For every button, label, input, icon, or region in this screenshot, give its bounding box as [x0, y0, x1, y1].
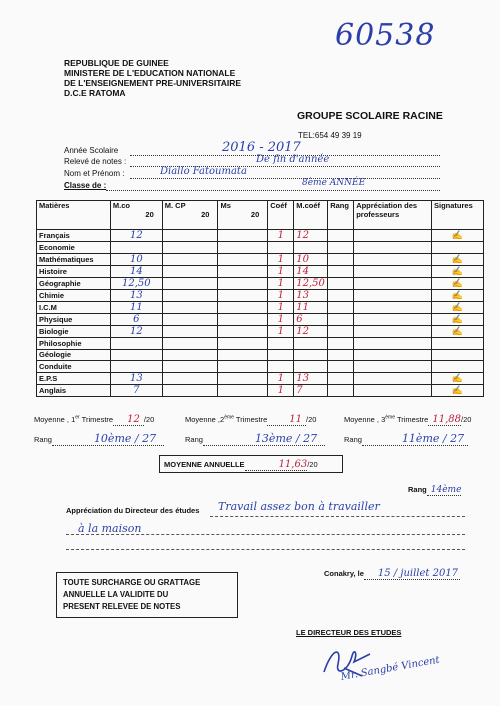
- appreciation-line-1: [210, 516, 465, 517]
- trimester-2-label: Moyenne ,2: [185, 415, 225, 424]
- subject-cell: Physique: [37, 313, 111, 325]
- appreciation-cell: [354, 313, 432, 325]
- rang-cell: [328, 385, 354, 397]
- mco-cell: 13: [110, 373, 162, 385]
- rang-cell: [328, 230, 354, 242]
- rang-1-value: 10ème / 27: [52, 432, 164, 446]
- rang-3-label: Rang: [344, 435, 362, 444]
- coef-cell: 1: [268, 373, 294, 385]
- ministry-line-4: D.C.E RATOMA: [64, 88, 126, 98]
- table-row: [37, 313, 484, 325]
- name-label: Nom et Prénom :: [64, 169, 125, 178]
- table-row: [37, 361, 484, 373]
- school-name: GROUPE SCOLAIRE RACINE: [297, 110, 443, 122]
- mcp-cell: [162, 289, 218, 301]
- trimester-1-label-b: Trimestre: [79, 415, 114, 424]
- director-appreciation-label: Appréciation du Directeur des études: [66, 506, 200, 515]
- subject-cell: Biologie: [37, 325, 111, 337]
- mcoef-cell: 12: [294, 230, 328, 242]
- warning-line-2: ANNUELLE LA VALIDITE DU: [63, 590, 169, 599]
- signature-cell: ✍: [431, 230, 483, 242]
- header-appreciation: Appréciation des professeurs: [354, 201, 432, 230]
- mco-cell: 10: [110, 253, 162, 265]
- place-date-label: Conakry, le: [324, 569, 364, 578]
- ms-cell: [218, 253, 268, 265]
- appreciation-cell: [354, 289, 432, 301]
- trimester-1-denom: /20: [143, 415, 155, 424]
- place-date-value: 15 / juillet 2017: [364, 568, 460, 580]
- coef-cell: [268, 361, 294, 373]
- ministry-header: [64, 58, 241, 98]
- year-label: Année Scolaire: [64, 146, 119, 155]
- grades-body: [37, 230, 484, 397]
- mco-cell: 7: [110, 385, 162, 397]
- mcp-cell: [162, 361, 218, 373]
- appreciation-cell: [354, 265, 432, 277]
- header-coef: Coéf: [268, 201, 294, 230]
- signature-cell: ✍: [431, 325, 483, 337]
- signature-cell: ✍: [431, 313, 483, 325]
- header-rang: Rang: [328, 201, 354, 230]
- mco-cell: 12: [110, 325, 162, 337]
- rang-cell: [328, 337, 354, 349]
- signature-cell: ✍: [431, 301, 483, 313]
- subject-cell: Economie: [37, 242, 111, 254]
- mco-cell: [110, 337, 162, 349]
- rang-cell: [328, 289, 354, 301]
- ms-cell: [218, 325, 268, 337]
- ms-cell: [218, 277, 268, 289]
- appreciation-line-3: [66, 549, 465, 550]
- mco-cell: [110, 349, 162, 361]
- ms-cell: [218, 337, 268, 349]
- annual-value: 11,63: [245, 459, 308, 471]
- subject-cell: Anglais: [37, 385, 111, 397]
- coef-cell: 1: [268, 385, 294, 397]
- mcoef-cell: 13: [294, 289, 328, 301]
- document-number: 60538: [335, 18, 436, 53]
- subject-cell: E.P.S: [37, 373, 111, 385]
- mcoef-cell: 6: [294, 313, 328, 325]
- appreciation-cell: [354, 277, 432, 289]
- mcoef-cell: 7: [294, 385, 328, 397]
- trimester-2: [185, 414, 316, 425]
- ms-cell: [218, 289, 268, 301]
- mcoef-cell: [294, 337, 328, 349]
- appreciation-cell: [354, 230, 432, 242]
- subject-cell: Français: [37, 230, 111, 242]
- ministry-line-2: MINISTERE DE L'EDUCATION NATIONALE: [64, 68, 236, 78]
- mcp-cell: [162, 230, 218, 242]
- table-row: [37, 385, 484, 397]
- rang-cell: [328, 361, 354, 373]
- rang-cell: [328, 349, 354, 361]
- coef-cell: 1: [268, 277, 294, 289]
- table-row: [37, 230, 484, 242]
- signature-cell: [431, 242, 483, 254]
- mcoef-cell: 12: [294, 325, 328, 337]
- ministry-line-1: REPUBLIQUE DE GUINEE: [64, 58, 169, 68]
- appreciation-cell: [354, 325, 432, 337]
- appreciation-cell: [354, 373, 432, 385]
- mcp-cell: [162, 277, 218, 289]
- rang-cell: [328, 265, 354, 277]
- rang-trimester-2: [185, 432, 325, 445]
- rang-cell: [328, 242, 354, 254]
- mcoef-cell: [294, 349, 328, 361]
- signature-cell: ✍: [431, 373, 483, 385]
- header-mcp: M. CP 20: [162, 201, 218, 230]
- table-row: [37, 337, 484, 349]
- trimester-3: [344, 414, 471, 425]
- coef-cell: 1: [268, 253, 294, 265]
- subject-cell: Géologie: [37, 349, 111, 361]
- subject-cell: Philosophie: [37, 337, 111, 349]
- appreciation-cell: [354, 337, 432, 349]
- trimester-2-denom: /20: [306, 415, 317, 424]
- mcp-cell: [162, 242, 218, 254]
- mco-cell: 12: [110, 230, 162, 242]
- coef-cell: [268, 242, 294, 254]
- rang-3-value: 11ème / 27: [362, 432, 468, 446]
- mcoef-cell: 13: [294, 373, 328, 385]
- mco-cell: 12,50: [110, 277, 162, 289]
- subject-cell: Histoire: [37, 265, 111, 277]
- appreciation-text-2: à la maison: [78, 522, 142, 535]
- annual-denom: /20: [307, 460, 318, 469]
- table-row: [37, 301, 484, 313]
- grades-table: [36, 200, 484, 397]
- rang-2-label: Rang: [185, 435, 203, 444]
- ms-cell: [218, 242, 268, 254]
- ms-cell: [218, 301, 268, 313]
- table-row: [37, 289, 484, 301]
- trimester-2-sup: ème: [224, 414, 234, 421]
- appreciation-cell: [354, 242, 432, 254]
- mcp-cell: [162, 313, 218, 325]
- final-rank: [408, 485, 461, 495]
- subject-cell: Mathématiques: [37, 253, 111, 265]
- mcp-cell: [162, 253, 218, 265]
- subject-cell: I.C.M: [37, 301, 111, 313]
- director-name: Mr. Sangbé Vincent: [340, 654, 441, 683]
- signature-cell: [431, 349, 483, 361]
- trimester-1-label: Moyenne , 1: [34, 415, 76, 424]
- header-mco: M.co 20: [110, 201, 162, 230]
- releve-value: De fin d'année: [256, 154, 330, 165]
- appreciation-cell: [354, 385, 432, 397]
- final-rank-value: 14ème: [427, 485, 462, 496]
- ms-cell: [218, 349, 268, 361]
- place-date: [324, 568, 460, 579]
- name-value: Diallo Fatoumata: [160, 166, 247, 177]
- ms-cell: [218, 385, 268, 397]
- warning-line-1: TOUTE SURCHARGE OU GRATTAGE: [63, 578, 201, 587]
- mcp-cell: [162, 373, 218, 385]
- mco-cell: [110, 242, 162, 254]
- name-line: [130, 178, 440, 179]
- trimester-1-sup: er: [75, 414, 80, 421]
- trimester-2-value: 11: [267, 414, 306, 426]
- mcp-cell: [162, 349, 218, 361]
- mco-cell: 11: [110, 301, 162, 313]
- rang-2-value: 13ème / 27: [203, 432, 325, 446]
- trimester-1-value: 12: [113, 414, 144, 426]
- rang-1-label: Rang: [34, 435, 52, 444]
- releve-label: Relevé de notes :: [64, 157, 127, 166]
- trimester-3-sup: ème: [385, 414, 396, 421]
- mco-cell: 6: [110, 313, 162, 325]
- rang-trimester-1: [34, 432, 164, 445]
- rang-cell: [328, 325, 354, 337]
- subject-cell: Chimie: [37, 289, 111, 301]
- mcp-cell: [162, 337, 218, 349]
- table-row: [37, 349, 484, 361]
- mcoef-cell: [294, 242, 328, 254]
- ms-cell: [218, 230, 268, 242]
- signature-cell: [431, 337, 483, 349]
- class-label: Classe de :: [64, 181, 107, 190]
- rang-cell: [328, 253, 354, 265]
- mcp-cell: [162, 265, 218, 277]
- signature-cell: [431, 361, 483, 373]
- school-phone: TEL:654 49 39 19: [298, 131, 362, 140]
- mcoef-cell: 14: [294, 265, 328, 277]
- table-row: [37, 325, 484, 337]
- mcoef-cell: 10: [294, 253, 328, 265]
- mcp-cell: [162, 301, 218, 313]
- subject-cell: Conduite: [37, 361, 111, 373]
- rang-cell: [328, 373, 354, 385]
- table-row: [37, 242, 484, 254]
- ms-cell: [218, 265, 268, 277]
- class-line: [106, 190, 440, 191]
- appreciation-cell: [354, 253, 432, 265]
- trimester-3-value: 11,88: [428, 414, 461, 426]
- header-mcoef: M.coéf: [294, 201, 328, 230]
- table-row: [37, 277, 484, 289]
- coef-cell: [268, 349, 294, 361]
- mcp-cell: [162, 325, 218, 337]
- mcoef-cell: [294, 361, 328, 373]
- trimester-3-denom: /20: [461, 415, 472, 424]
- trimester-3-label: Moyenne , 3: [344, 415, 386, 424]
- director-title: LE DIRECTEUR DES ETUDES: [296, 628, 402, 637]
- final-rank-label: Rang: [408, 485, 427, 494]
- rang-trimester-3: [344, 432, 468, 445]
- appreciation-cell: [354, 349, 432, 361]
- trimester-3-label-b: Trimestre: [395, 415, 429, 424]
- warning-line-3: PRESENT RELEVEE DE NOTES: [63, 602, 181, 611]
- coef-cell: 1: [268, 289, 294, 301]
- ms-cell: [218, 313, 268, 325]
- annual-label: MOYENNE ANNUELLE: [164, 460, 245, 469]
- annual-average-box: [159, 455, 343, 473]
- coef-cell: 1: [268, 313, 294, 325]
- class-value: 8ème ANNÉE: [302, 178, 366, 188]
- trimester-2-label-b: Trimestre: [233, 415, 268, 424]
- mco-cell: 13: [110, 289, 162, 301]
- table-row: [37, 253, 484, 265]
- ms-cell: [218, 373, 268, 385]
- header-matieres: Matières: [37, 201, 111, 230]
- trimester-1: [34, 414, 154, 425]
- header-ms: Ms 20: [218, 201, 268, 230]
- subject-cell: Géographie: [37, 277, 111, 289]
- mco-cell: 14: [110, 265, 162, 277]
- mcp-cell: [162, 385, 218, 397]
- table-row: [37, 373, 484, 385]
- coef-cell: 1: [268, 325, 294, 337]
- appreciation-cell: [354, 361, 432, 373]
- rang-cell: [328, 313, 354, 325]
- ministry-line-3: DE L'ENSEIGNEMENT PRE-UNIVERSITAIRE: [64, 78, 242, 88]
- ms-cell: [218, 361, 268, 373]
- appreciation-text-1: Travail assez bon à travailler: [218, 500, 380, 513]
- mcoef-cell: 11: [294, 301, 328, 313]
- signature-cell: ✍: [431, 253, 483, 265]
- coef-cell: [268, 337, 294, 349]
- rang-cell: [328, 301, 354, 313]
- signature-cell: ✍: [431, 265, 483, 277]
- appreciation-cell: [354, 301, 432, 313]
- warning-box: [56, 572, 238, 618]
- signature-cell: ✍: [431, 289, 483, 301]
- header-signatures: Signatures: [431, 201, 483, 230]
- signature-cell: ✍: [431, 385, 483, 397]
- mcoef-cell: 12,50: [294, 277, 328, 289]
- table-row: [37, 265, 484, 277]
- year-value: 2016 - 2017: [222, 140, 301, 155]
- mco-cell: [110, 361, 162, 373]
- coef-cell: 1: [268, 265, 294, 277]
- coef-cell: 1: [268, 301, 294, 313]
- table-header-row: [37, 201, 484, 230]
- rang-cell: [328, 277, 354, 289]
- coef-cell: 1: [268, 230, 294, 242]
- signature-cell: ✍: [431, 277, 483, 289]
